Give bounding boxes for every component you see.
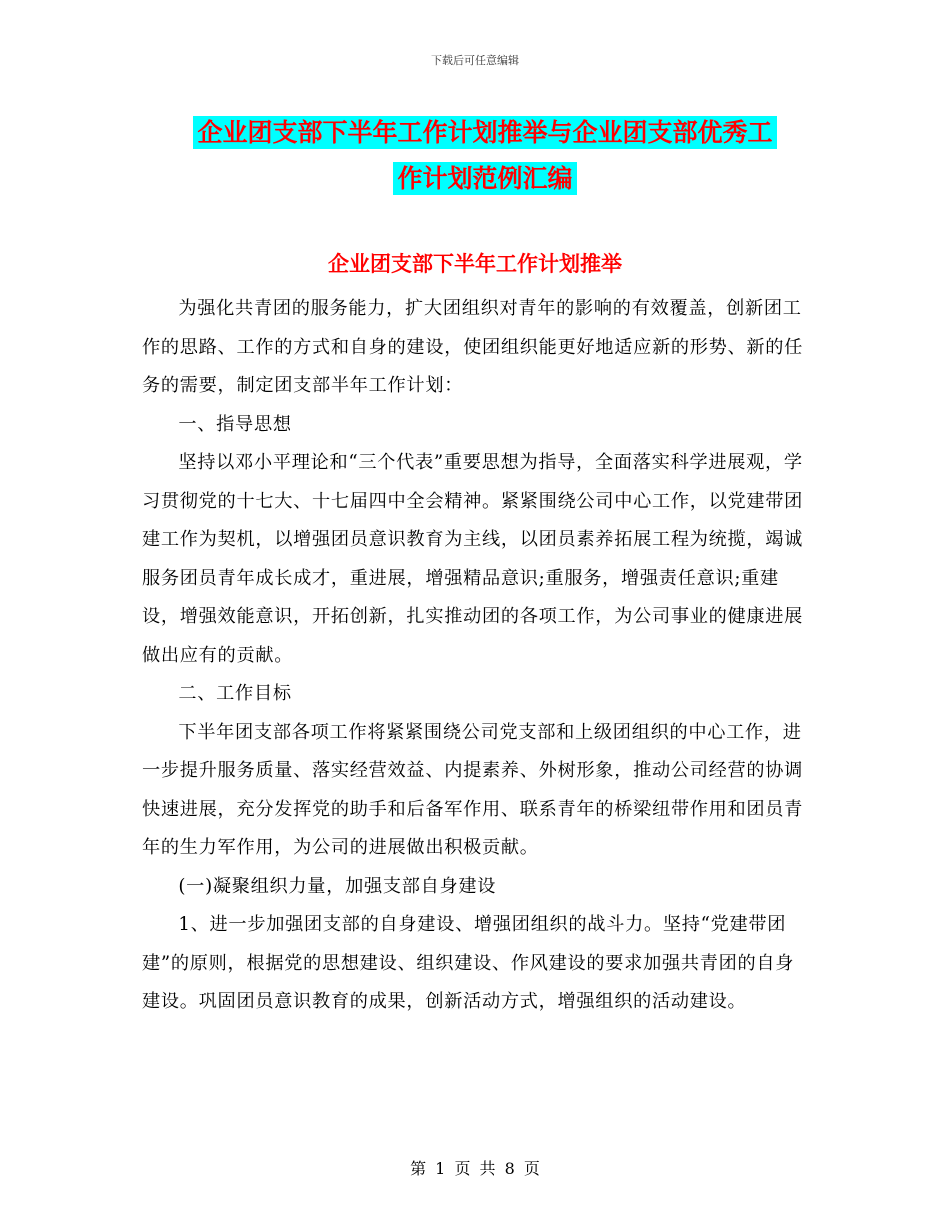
- heading-subsection-1: (一)凝聚组织力量，加强支部自身建设: [178, 875, 497, 897]
- heading-work-goals: 二、工作目标: [178, 683, 292, 704]
- paragraph-subsection-1-item-1: 1、进一步加强团支部的自身建设、增强团组织的战斗力。坚持“党建带团建”的原则，根据党的思想建设、组织建设、作风建设的要求加强共青团的自身建设。巩固团员意识教育的成果，创新活动方式，增强组织的活动建设。: [142, 914, 795, 1012]
- page-number: 第 1 页 共 8 页: [410, 1159, 540, 1178]
- document-title: [140, 110, 830, 202]
- title-line-1: 企业团支部下半年工作计划推举与企业团支部优秀工: [193, 116, 776, 149]
- paragraph-guiding-ideology: 坚持以邓小平理论和“三个代表”重要思想为指导，全面落实科学进展观，学习贯彻党的十七大、十七届四中全会精神。紧紧围绕公司中心工作，以党建带团建工作为契机，以增强团员意识教育为主线，以团员素养拓展工程为统揽，竭诚服务团员青年成长成才，重进展，增强精品意识;重服务，增强责任意识;重建设，增强效能意识，开拓创新，扎实推动团的各项工作，为公司事业的健康进展做出应有的贡献。: [142, 452, 804, 666]
- header-note: 下载后可任意编辑: [431, 54, 519, 67]
- paragraph-intro: 为强化共青团的服务能力，扩大团组织对青年的影响的有效覆盖，创新团工作的思路、工作的方式和自身的建设，使团组织能更好地适应新的形势、新的任务的需要，制定团支部半年工作计划：: [142, 298, 804, 396]
- section-title: 企业团支部下半年工作计划推举: [328, 252, 622, 276]
- title-line-2: 作计划范例汇编: [393, 162, 576, 195]
- heading-guiding-ideology: 一、指导思想: [178, 413, 292, 435]
- paragraph-work-goals: 下半年团支部各项工作将紧紧围绕公司党支部和上级团组织的中心工作，进一步提升服务质量、落实经营效益、内提素养、外树形象，推动公司经营的协调快速进展，充分发挥党的助手和后备军作用、联系青年的桥梁纽带作用和团员青年的生力军作用，为公司的进展做出积极贡献。: [142, 721, 804, 858]
- document-body: [142, 290, 807, 1022]
